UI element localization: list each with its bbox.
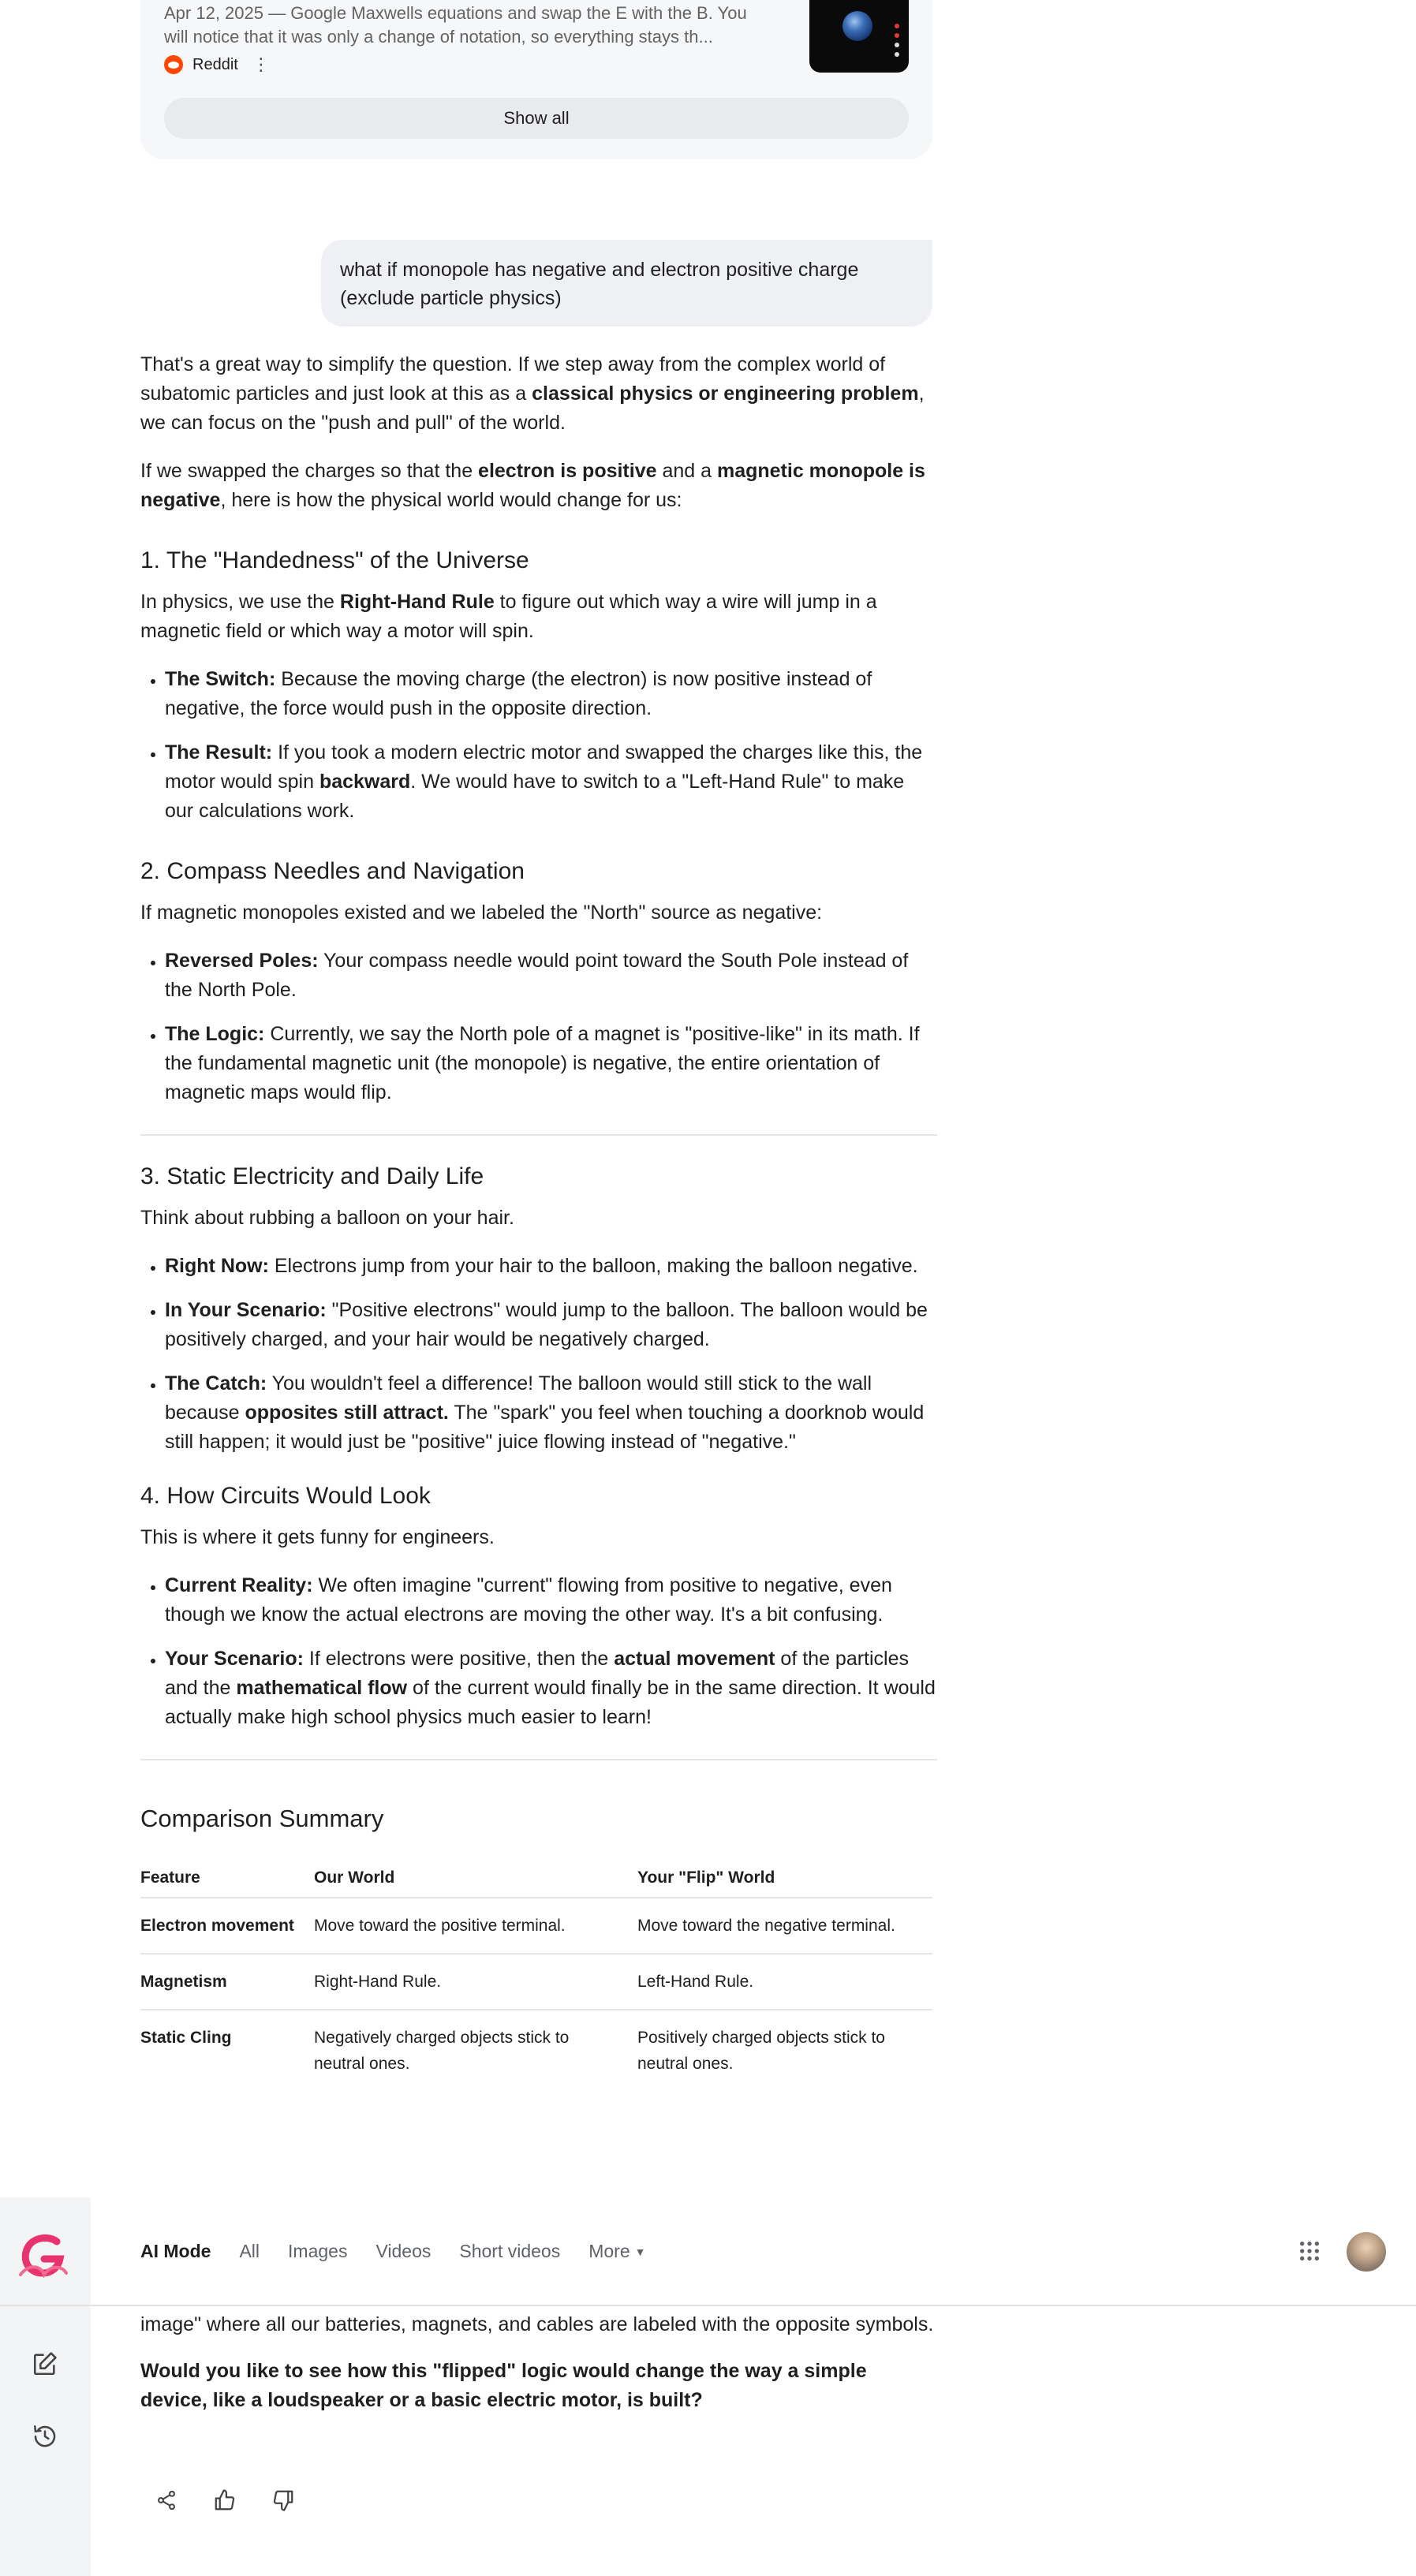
list-item: • In Your Scenario: "Positive electrons" would jump to the balloon. The balloon would be positively charged, and your hair would be negatively charged. — [165, 1296, 937, 1354]
tab-ai-mode[interactable]: AI Mode — [140, 2240, 211, 2261]
section-heading-4: 4. How Circuits Would Look — [140, 1483, 431, 1509]
tab-more[interactable] — [588, 2241, 645, 2262]
source-name: Reddit — [192, 55, 238, 73]
caret-down-icon: ▼ — [634, 2246, 646, 2259]
section-1-list — [140, 665, 937, 826]
top-navigation-bar — [0, 2197, 1416, 2306]
table-row — [140, 1954, 932, 2010]
list-item: • The Logic: Currently, we say the North pole of a magnet is "positive-like" in its math. If the fundamental magnetic unit (the monopole) is negative, the entire orientation of magnetic maps would flip. — [165, 1020, 937, 1107]
table-cell: Right-Hand Rule. — [314, 1954, 637, 2010]
section-divider — [140, 1134, 937, 1136]
intro-paragraph-1: That's a great way to simplify the question. If we step away from the complex world of subatomic particles and just look at this as a classical physics or engineering problem, we can focus on the "push and pull" of the world. — [140, 353, 925, 434]
section-4-paragraph: This is where it gets funny for engineers. — [140, 1526, 495, 1548]
section-3-paragraph: Think about rubbing a balloon on your hair. — [140, 1207, 514, 1229]
section-heading-1: 1. The "Handedness" of the Universe — [140, 547, 529, 573]
show-all-button[interactable]: Show all — [164, 98, 909, 139]
thumbs-down-icon[interactable] — [269, 2486, 297, 2514]
edit-icon[interactable] — [28, 2347, 62, 2380]
list-item: • The Catch: You wouldn't feel a difference! The balloon would still stick to the wall because opposites still attract. The "spark" you feel when touching a doorknob would still happen; it would just be "positive" juice flowing instead of "negative." — [165, 1369, 937, 1457]
google-g-logo[interactable] — [17, 2234, 69, 2279]
section-2-list — [140, 946, 937, 1107]
list-item: • The Switch: Because the moving charge (the electron) is now positive instead of negative, the force would push in the opposite direction. — [165, 665, 937, 723]
source-snippet: Apr 12, 2025 — Google Maxwells equations and swap the E with the B. You will notice that it was only a change of notation, so everything stays th... — [164, 3, 747, 47]
column-header: Feature — [140, 1858, 314, 1898]
section-divider — [140, 1759, 937, 1760]
table-row — [140, 2010, 932, 2091]
apps-grid-icon[interactable] — [1297, 2238, 1322, 2264]
list-item: • Right Now: Electrons jump from your hair to the balloon, making the balloon negative. — [165, 1252, 937, 1281]
source-card[interactable] — [140, 0, 932, 159]
section-3-list — [140, 1252, 937, 1457]
source-thumbnail[interactable] — [809, 0, 909, 73]
share-icon[interactable] — [152, 2486, 181, 2514]
column-header: Your "Flip" World — [637, 1858, 932, 1898]
feedback-bar — [152, 2486, 297, 2514]
comparison-table — [140, 1858, 932, 2091]
list-item: • Reversed Poles: Your compass needle would point toward the South Pole instead of the North Pole. — [165, 946, 937, 1005]
avatar[interactable] — [1347, 2232, 1386, 2272]
video-overlay-icons — [895, 24, 901, 62]
section-4-list — [140, 1571, 937, 1732]
column-header: Our World — [314, 1858, 637, 1898]
earth-image — [843, 11, 872, 41]
section-2-paragraph: If magnetic monopoles existed and we labeled the "North" source as negative: — [140, 902, 823, 924]
table-cell: Move toward the positive terminal. — [314, 1898, 637, 1954]
section-1-paragraph: In physics, we use the Right-Hand Rule to figure out which way a wire will jump in a magnetic field or which way a motor will spin. — [140, 591, 877, 642]
thumbs-up-icon[interactable] — [211, 2486, 239, 2514]
tab-all[interactable]: All — [239, 2240, 260, 2261]
table-cell: Left-Hand Rule. — [637, 1954, 932, 2010]
more-vert-icon[interactable]: ⋮ — [252, 54, 270, 74]
search-tabs — [140, 2197, 674, 2305]
table-cell: Positively charged objects stick to neutral ones. — [637, 2029, 885, 2073]
history-icon[interactable] — [28, 2420, 62, 2453]
section-heading-3: 3. Static Electricity and Daily Life — [140, 1163, 484, 1189]
table-cell: Electron movement — [140, 1898, 314, 1954]
list-item: • Current Reality: We often imagine "current" flowing from positive to negative, even though we know the actual electrons are moving the other way. It's a bit confusing. — [165, 1571, 937, 1630]
verdict-paragraph: image" where all our batteries, magnets, and cables are labeled with the opposite symbols. — [140, 2313, 934, 2335]
table-cell: Static Cling — [140, 2029, 232, 2047]
list-item: • Your Scenario: If electrons were positive, then the actual movement of the particles and the mathematical flow of the current would finally be in the same direction. It would actually make high school physics much easier to learn! — [165, 1645, 937, 1732]
table-header-row — [140, 1858, 932, 1898]
intro-paragraph-2: If we swapped the charges so that the electron is positive and a magnetic monopole is negative, here is how the physical world would change for us: — [140, 460, 925, 511]
section-heading-2: 2. Compass Needles and Navigation — [140, 858, 525, 884]
table-cell: Negatively charged objects stick to neutral ones. — [314, 2029, 570, 2073]
table-cell: Magnetism — [140, 1954, 314, 2010]
followup-question: Would you like to see how this "flipped" logic would change the way a simple device, like a loudspeaker or a basic electric motor, is built? — [140, 2360, 867, 2411]
source-meta — [164, 55, 270, 74]
table-cell: Move toward the negative terminal. — [637, 1898, 932, 1954]
tab-more-label: More — [588, 2240, 630, 2261]
tab-images[interactable]: Images — [288, 2240, 348, 2261]
table-row — [140, 1898, 932, 1954]
tab-videos[interactable]: Videos — [375, 2240, 432, 2261]
user-message: what if monopole has negative and electron positive charge (exclude particle physics) — [321, 240, 932, 327]
comparison-title: Comparison Summary — [140, 1805, 384, 1832]
reddit-icon — [164, 55, 183, 74]
ai-answer — [140, 350, 937, 2091]
list-item: • The Result: If you took a modern electric motor and swapped the charges like this, the motor would spin backward. We would have to switch to a "Left-Hand Rule" to make our calculations work. — [165, 738, 937, 826]
tab-short-videos[interactable]: Short videos — [459, 2240, 561, 2261]
